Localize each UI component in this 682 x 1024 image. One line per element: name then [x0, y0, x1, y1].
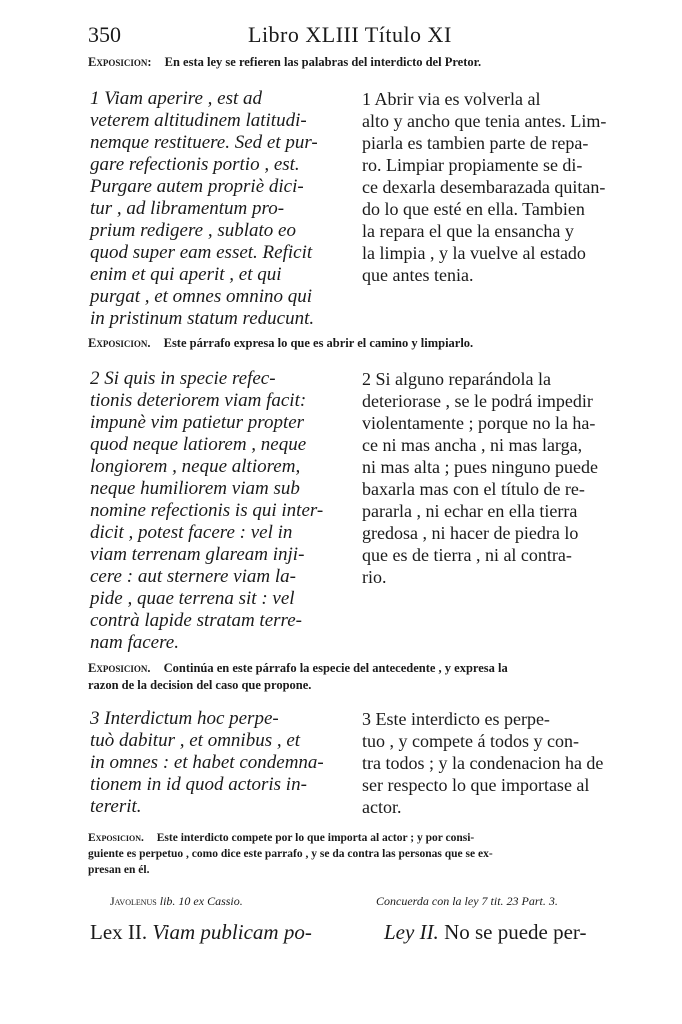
catchline-latin-label: Lex II. [90, 920, 148, 944]
latin-line: in omnes : et habet condemna- [90, 752, 324, 773]
catchline-spanish [384, 920, 587, 945]
spanish-line: actor. [362, 797, 402, 817]
exposicion-text-line-1: Este interdicto compete por lo que importa al actor ; y por consi- [156, 832, 475, 844]
latin-line: nam facere. [90, 632, 179, 653]
exposicion-3 [88, 660, 628, 694]
latin-line: cere : aut sternere viam la- [90, 566, 296, 587]
exposicion-text-line-2: guiente es perpetuo , como dice este parrafo , y se da contra las personas que se ex- [88, 848, 493, 860]
exposicion-2 [88, 335, 628, 352]
latin-line: tuò dabitur , et omnibus , et [90, 730, 301, 751]
catchline-latin [90, 920, 312, 945]
spanish-line: tuo , y compete á todos y con- [362, 731, 579, 751]
exposicion-text-line-2: razon de la decision del caso que propone. [88, 678, 312, 692]
spanish-line: ce ni mas ancha , ni mas larga, [362, 435, 583, 455]
exposicion-text-line-1: Continúa en este párrafo la especie del antecedente , y expresa la [163, 661, 508, 675]
latin-line: impunè vim patietur propter [90, 412, 305, 433]
spanish-line: piarla es tambien parte de repa- [362, 133, 589, 153]
exposicion-label: Exposicion. [88, 832, 144, 844]
concordance-note: Concuerda con la ley 7 tit. 23 Part. 3. [376, 894, 558, 908]
spanish-line: rio. [362, 567, 387, 587]
spanish-line: ro. Limpiar propiamente se di- [362, 155, 583, 175]
exposicion-label: Exposicion: [88, 55, 152, 69]
latin-line: tererit. [90, 796, 142, 817]
catchline-spanish-text: No se puede per- [444, 920, 587, 944]
catchline-latin-text: Viam publicam po- [152, 920, 312, 944]
spanish-line: 3 Este interdicto es perpe- [362, 709, 550, 729]
exposicion-text-line-3: presan en él. [88, 864, 150, 876]
exposicion-1 [88, 54, 628, 71]
latin-line: 3 Interdictum hoc perpe- [90, 708, 279, 729]
latin-line: dicit , potest facere : vel in [90, 522, 293, 543]
spanish-paragraph-1 [362, 88, 626, 286]
spanish-line: deteriorase , se le podrá impedir [362, 391, 593, 411]
latin-line: 1 Viam aperire , est ad [90, 88, 263, 109]
latin-line: nomine refectionis is qui inter- [90, 500, 324, 521]
source-reference: lib. 10 ex Cassio. [159, 894, 243, 908]
latin-line: tur , ad libramentum pro- [90, 198, 285, 219]
latin-paragraph-2 [90, 368, 348, 654]
latin-line: contrà lapide stratam terre- [90, 610, 302, 631]
latin-line: tionem in id quod actoris in- [90, 774, 307, 795]
spanish-line: la repara el que la ensancha y [362, 221, 574, 241]
catchline-spanish-label: Ley II. [384, 920, 439, 944]
spanish-line: ce dexarla desembarazada quitan- [362, 177, 606, 197]
spanish-line: violentamente ; porque no la ha- [362, 413, 596, 433]
latin-line: purgat , et omnes omnino qui [90, 286, 313, 307]
spanish-line: que antes tenia. [362, 265, 474, 285]
spanish-line: pararla , ni echar en ella tierra [362, 501, 578, 521]
latin-line: quod super eam esset. Reficit [90, 242, 313, 263]
spanish-line: tra todos ; y la condenacion ha de [362, 753, 604, 773]
latin-line: longiorem , neque altiorem, [90, 456, 301, 477]
latin-line: Purgare autem propriè dici- [90, 176, 304, 197]
source-citation [110, 894, 243, 909]
spanish-line: ni mas alta ; pues ninguno puede [362, 457, 598, 477]
latin-line: viam terrenam glaream inji- [90, 544, 305, 565]
source-author: Javolenus [110, 894, 157, 908]
latin-paragraph-1 [90, 88, 348, 330]
spanish-line: 1 Abrir via es volverla al [362, 89, 541, 109]
spanish-line: que es de tierra , ni al contra- [362, 545, 572, 565]
latin-line: in pristinum statum reducunt. [90, 308, 315, 329]
spanish-line: do lo que esté en ella. Tambien [362, 199, 585, 219]
latin-paragraph-3 [90, 708, 348, 818]
latin-line: veterem altitudinem latitudi- [90, 110, 307, 131]
latin-line: quod neque latiorem , neque [90, 434, 307, 455]
spanish-line: baxarla mas con el título de re- [362, 479, 585, 499]
spanish-paragraph-3 [362, 708, 626, 818]
exposicion-label: Exposicion. [88, 336, 151, 350]
latin-line: neque humiliorem viam sub [90, 478, 300, 499]
spanish-line: gredosa , ni hacer de piedra lo [362, 523, 579, 543]
running-title: Libro XLIII Título XI [248, 22, 452, 47]
latin-line: prium redigere , sublato eo [90, 220, 296, 241]
spanish-line: ser respecto lo que importase al [362, 775, 590, 795]
latin-line: gare refectionis portio , est. [90, 154, 300, 175]
page-header [88, 22, 628, 52]
spanish-line: alto y ancho que tenia antes. Lim- [362, 111, 607, 131]
exposicion-text: En esta ley se refieren las palabras del interdicto del Pretor. [164, 55, 482, 69]
exposicion-4 [88, 830, 628, 878]
spanish-line: 2 Si alguno reparándola la [362, 369, 551, 389]
latin-line: 2 Si quis in specie refec- [90, 368, 276, 389]
page-number: 350 [88, 22, 121, 47]
latin-line: pide , quae terrena sit : vel [90, 588, 295, 609]
spanish-paragraph-2 [362, 368, 626, 588]
latin-line: enim et qui aperit , et qui [90, 264, 282, 285]
latin-line: tionis deteriorem viam facit: [90, 390, 307, 411]
exposicion-text: Este párrafo expresa lo que es abrir el camino y limpiarlo. [163, 336, 474, 350]
latin-line: nemque restituere. Sed et pur- [90, 132, 318, 153]
exposicion-label: Exposicion. [88, 661, 151, 675]
spanish-line: la limpia , y la vuelve al estado [362, 243, 586, 263]
